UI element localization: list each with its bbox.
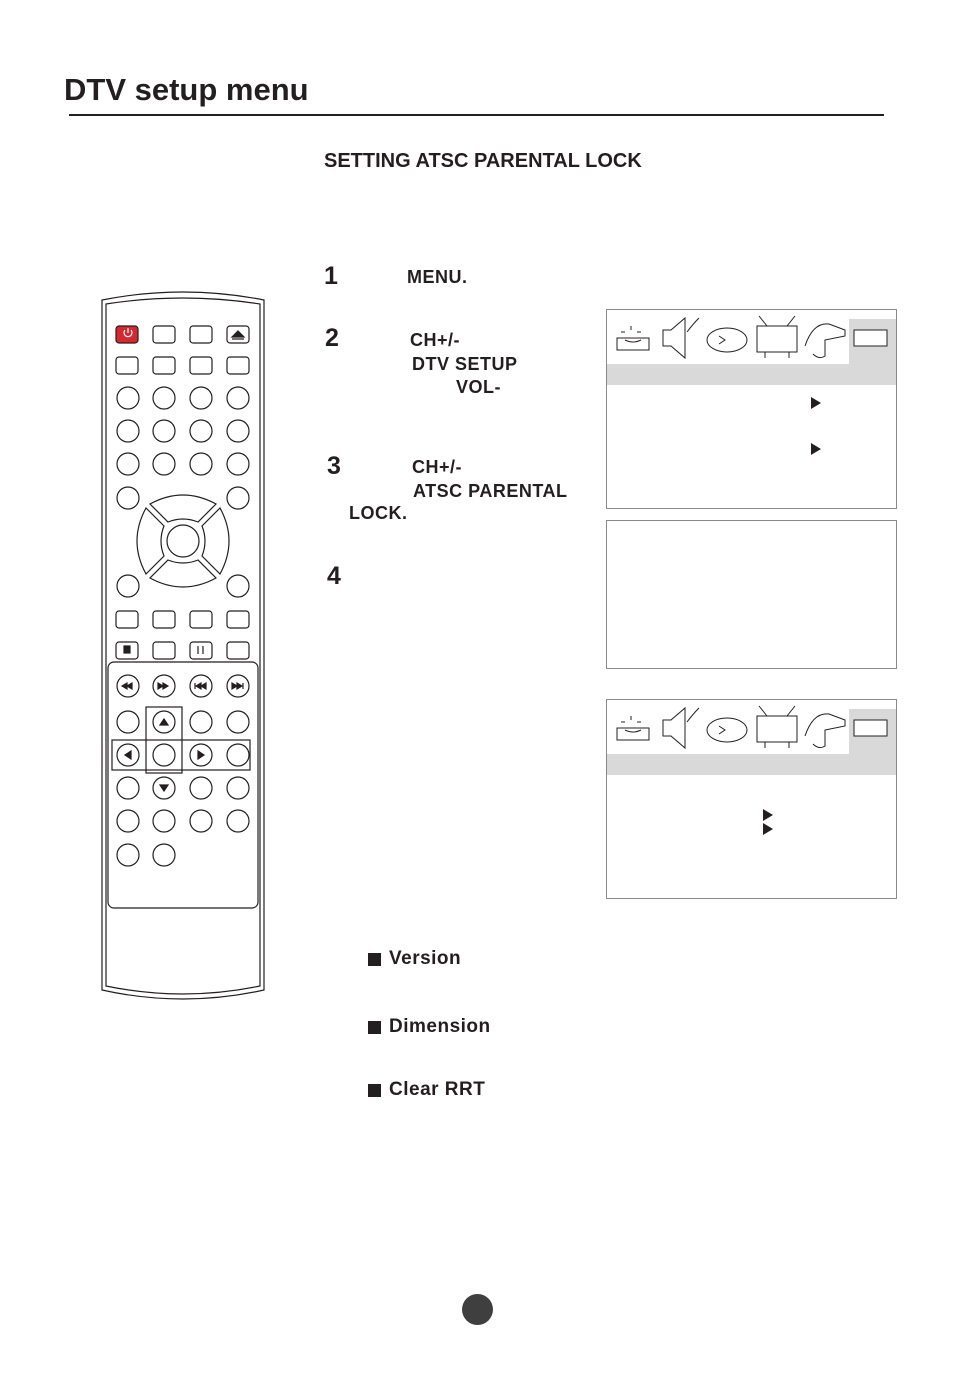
page-number-badge: [462, 1294, 493, 1325]
bullet-square-icon: [368, 953, 381, 966]
bullet-square-icon: [368, 1084, 381, 1097]
osd-arrow-4: [763, 823, 773, 835]
step-4-number: 4: [327, 562, 341, 590]
section-heading: SETTING ATSC PARENTAL LOCK: [324, 150, 642, 172]
bullet-clear-rrt-label: Clear RRT: [389, 1079, 486, 1100]
step-3-keyword-lock: LOCK.: [349, 503, 408, 523]
step-1-number: 1: [324, 262, 338, 290]
step-2-number: 2: [325, 324, 339, 352]
bullet-dimension-label: Dimension: [389, 1016, 491, 1037]
osd-menu-icons-2: [607, 700, 896, 898]
osd-menu-screen-1: [606, 309, 897, 509]
step-3-keyword-atsc-parental: ATSC PARENTAL: [413, 481, 568, 501]
bullet-version: [368, 948, 461, 970]
step-3-keyword-ch: CH+/-: [412, 457, 463, 477]
step-2-keyword-vol: VOL-: [456, 377, 501, 397]
bullet-version-label: Version: [389, 948, 462, 969]
osd-arrow-3: [763, 809, 773, 821]
step-3-number: 3: [327, 452, 341, 480]
bullet-clear-rrt: [368, 1079, 485, 1101]
osd-menu-screen-2: [606, 699, 897, 899]
page-title: DTV setup menu: [64, 72, 309, 107]
bullet-dimension: [368, 1016, 491, 1038]
osd-menu-icons-1: [607, 310, 896, 508]
osd-arrow-2: [811, 443, 821, 455]
osd-blank-screen: [606, 520, 897, 669]
osd-arrow-1: [811, 397, 821, 409]
title-rule: [69, 114, 884, 116]
remote-control-illustration: [98, 290, 268, 1006]
step-2-keyword-dtv-setup: DTV SETUP: [412, 354, 518, 374]
step-1-keyword-menu: MENU.: [407, 267, 468, 287]
step-2-keyword-ch: CH+/-: [410, 330, 461, 350]
bullet-square-icon: [368, 1021, 381, 1034]
